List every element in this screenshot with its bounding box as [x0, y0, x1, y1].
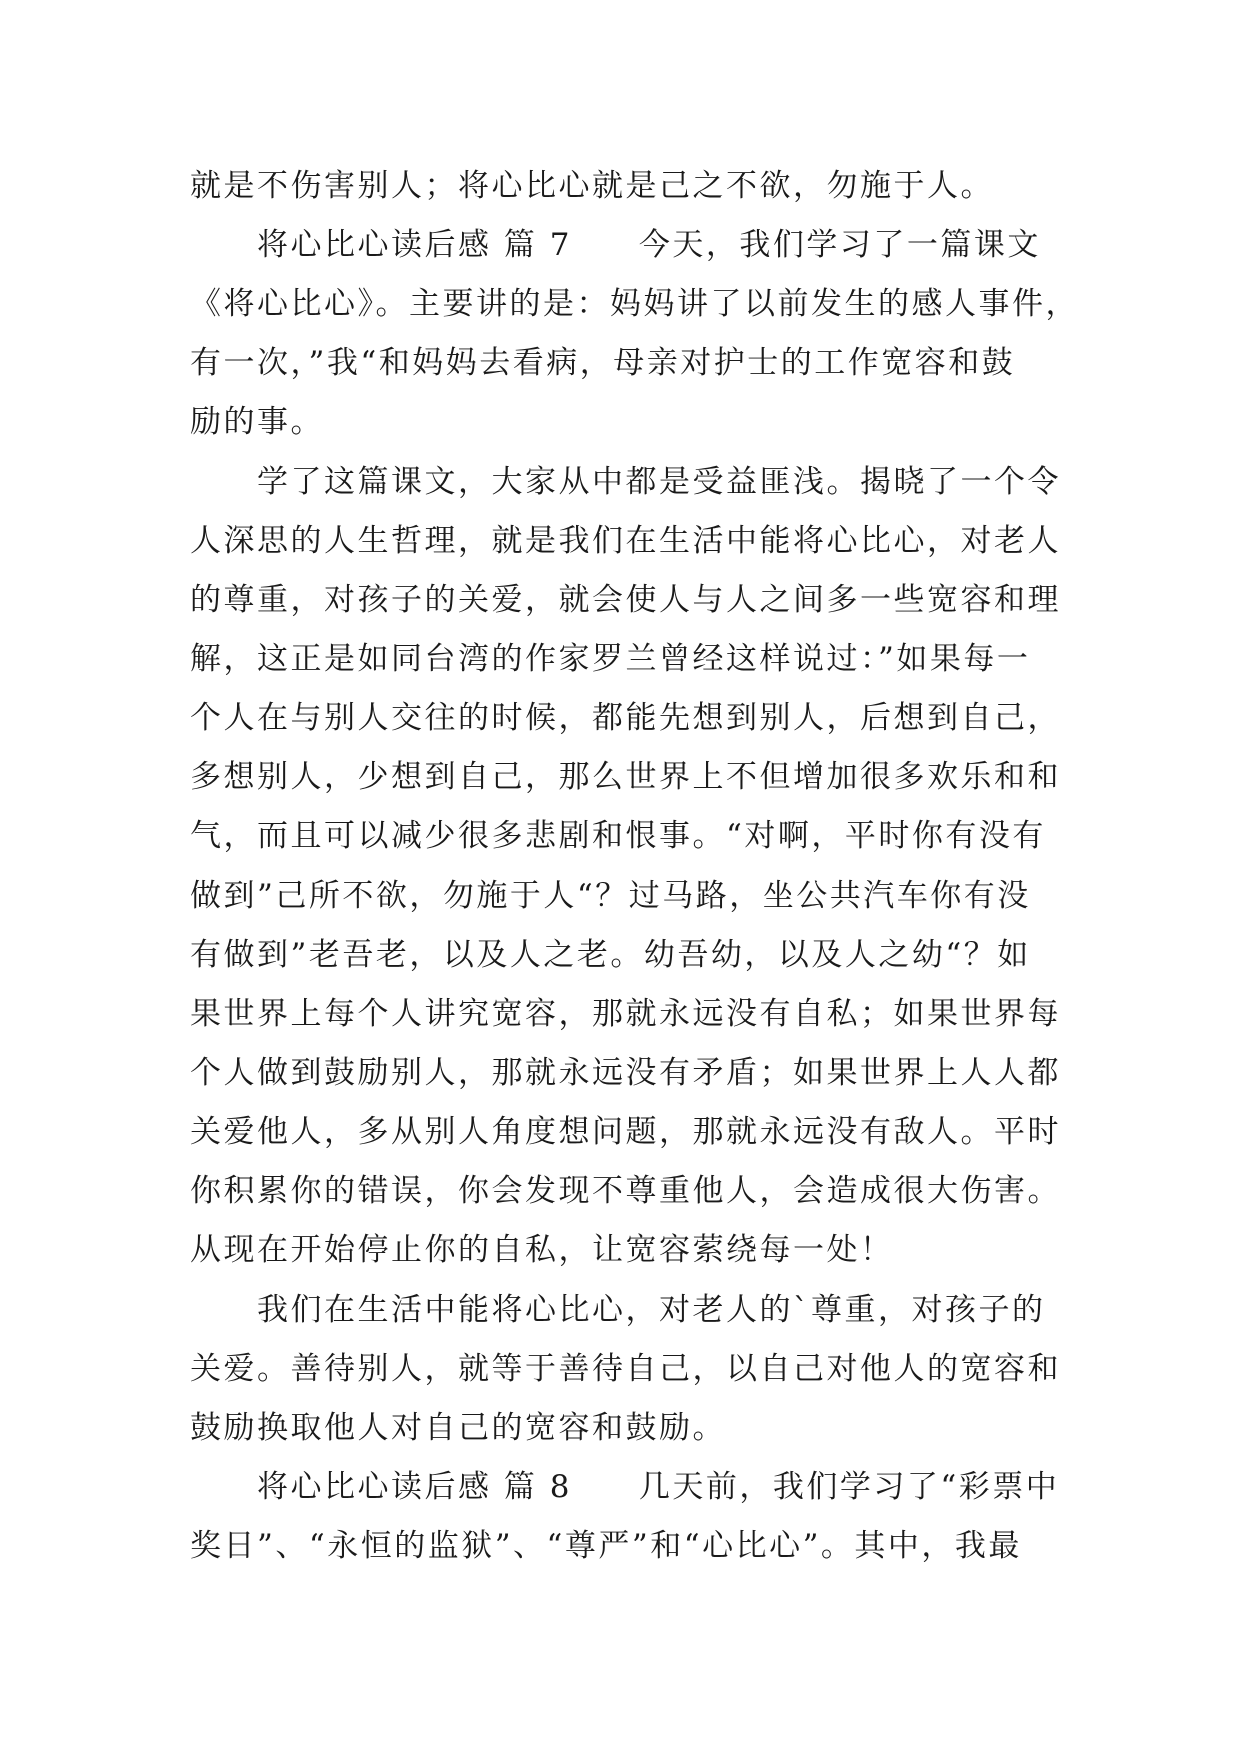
text-line: 有一次，”我“和妈妈去看病，母亲对护士的工作宽容和鼓	[190, 345, 1016, 381]
text-line: 关爱他人，多从别人角度想问题，那就永远没有敌人。平时	[190, 1114, 1061, 1150]
text-line: 从现在开始停止你的自私，让宽容萦绕每一处！	[190, 1232, 894, 1268]
text-line: 人深思的人生哲理，就是我们在生活中能将心比心，对老人	[190, 523, 1061, 559]
text-line: 学了这篇课文，大家从中都是受益匪浅。揭晓了一个令	[190, 464, 1061, 500]
text-line: 将心比心读后感 篇 8 几天前，我们学习了“彩票中	[190, 1469, 1060, 1505]
text-line: 果世界上每个人讲究宽容，那就永远没有自私；如果世界每	[190, 996, 1061, 1032]
text-line: 个人做到鼓励别人，那就永远没有矛盾；如果世界上人人都	[190, 1055, 1061, 1091]
text-line: 做到”己所不欲，勿施于人“？过马路，坐公共汽车你有没	[190, 878, 1031, 914]
text-line: 多想别人，少想到自己，那么世界上不但增加很多欢乐和和	[190, 759, 1061, 795]
text-line: 个人在与别人交往的时候，都能先想到别人，后想到自己，	[190, 700, 1061, 736]
text-line: 解，这正是如同台湾的作家罗兰曾经这样说过：”如果每一	[190, 641, 1031, 677]
text-line: 气，而且可以减少很多悲剧和恨事。“对啊，平时你有没有	[190, 818, 1046, 854]
text-line: 我们在生活中能将心比心，对老人的`尊重，对孩子的	[190, 1292, 1046, 1328]
text-line: 有做到”老吾老，以及人之老。幼吾幼，以及人之幼“？如	[190, 937, 1031, 973]
text-line: 将心比心读后感 篇 7 今天，我们学习了一篇课文	[190, 227, 1041, 263]
text-line: 鼓励换取他人对自己的宽容和鼓励。	[190, 1410, 726, 1446]
text-line: 关爱。善待别人，就等于善待自己，以自己对他人的宽容和	[190, 1351, 1061, 1387]
text-line: 就是不伤害别人；将心比心就是己之不欲，勿施于人。	[190, 168, 994, 204]
text-line: 励的事。	[190, 404, 324, 440]
text-line: 《将心比心》。主要讲的是：妈妈讲了以前发生的感人事件，	[190, 286, 1079, 322]
text-line: 你积累你的错误，你会发现不尊重他人，会造成很大伤害。	[190, 1173, 1061, 1209]
text-line: 奖日”、“永恒的监狱”、“尊严”和“心比心”。其中，我最	[190, 1528, 1022, 1564]
text-line: 的尊重，对孩子的关爱，就会使人与人之间多一些宽容和理	[190, 582, 1061, 618]
